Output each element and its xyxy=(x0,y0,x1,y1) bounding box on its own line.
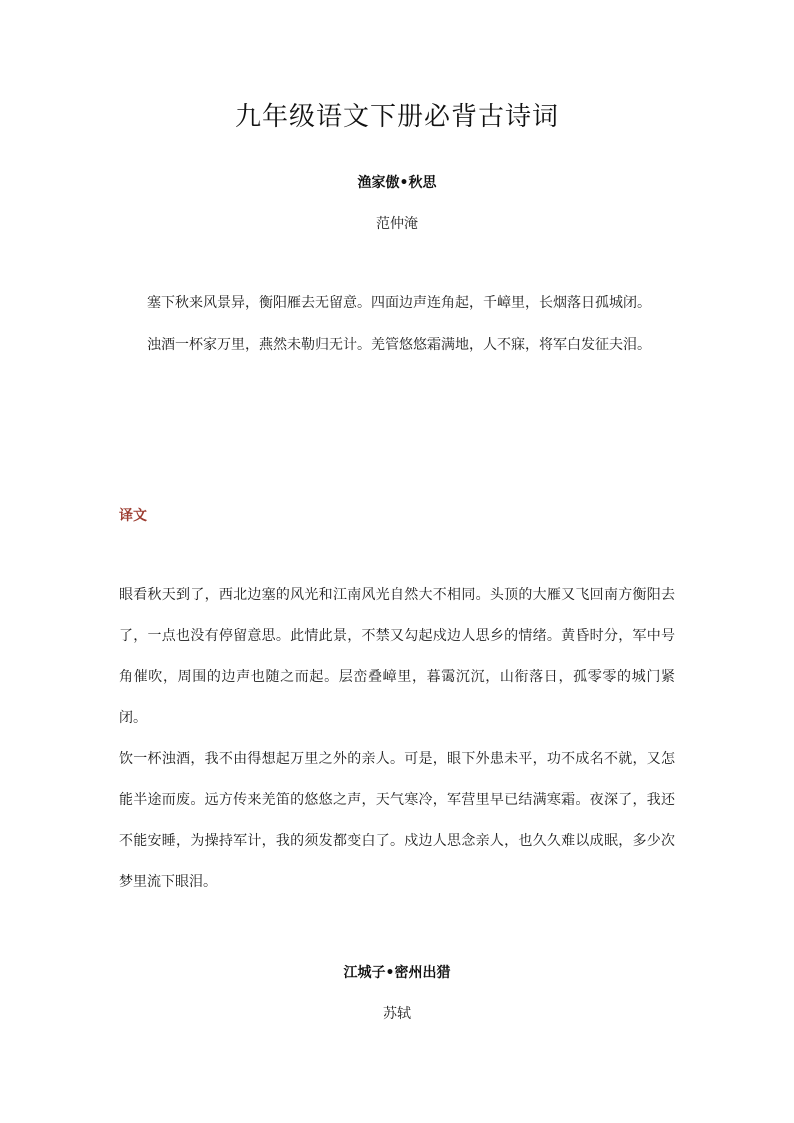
document-title: 九年级语文下册必背古诗词 xyxy=(234,102,559,132)
poem1-stanza-2: 浊酒一杯家万里，燕然未勒归无计。羌管悠悠霜满地，人不寐，将军白发征夫泪。 xyxy=(147,337,651,353)
translation-body xyxy=(119,575,675,903)
poem2-author: 苏轼 xyxy=(383,1006,411,1022)
poem1-author: 范仲淹 xyxy=(376,216,418,232)
poem1-stanza-1: 塞下秋来风景异，衡阳雁去无留意。四面边声连角起，千嶂里，长烟落日孤城闭。 xyxy=(147,295,651,311)
poem2-title: 江城子•密州出猎 xyxy=(343,965,451,981)
poem1-body xyxy=(119,282,675,366)
translation-paragraph-2: 饮一杯浊酒，我不由得想起万里之外的亲人。可是，眼下外患未平，功不成名不就，又怎能半途而废。远方传来羌笛的悠悠之声，天气寒冷，军营里早已结满寒霜。夜深了，我还不能安睡，为操持军计，我的须发都变白了。戍边人思念亲人，也久久难以成眠，多少次梦里流下眼泪。 xyxy=(119,751,675,890)
poem1-title: 渔家傲•秋思 xyxy=(357,175,437,191)
translation-heading: 译文 xyxy=(119,508,147,524)
translation-paragraph-1: 眼看秋天到了，西北边塞的风光和江南风光自然大不相同。头顶的大雁又飞回南方衡阳去了，一点也没有停留意思。此情此景，不禁又勾起戍边人思乡的情绪。黄昏时分，军中号角催吹，周围的边声也随之而起。层峦叠嶂里，暮霭沉沉，山衔落日，孤零零的城门紧闭。 xyxy=(119,587,675,726)
